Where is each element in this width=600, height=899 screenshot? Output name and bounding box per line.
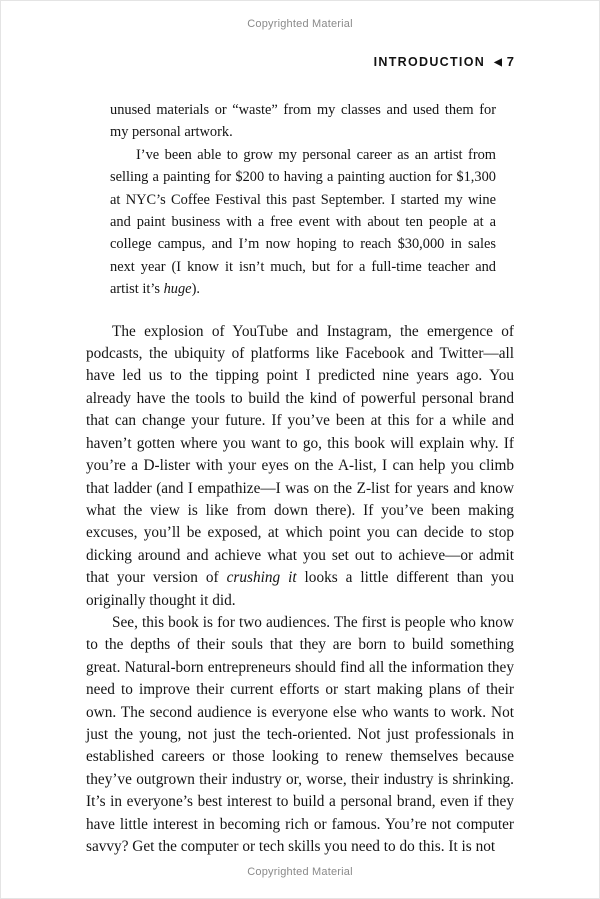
copyright-notice-top: Copyrighted Material (247, 18, 353, 30)
left-triangle-icon: ◀ (494, 57, 502, 68)
body-paragraph (86, 612, 514, 858)
running-header (86, 54, 514, 69)
text-segment: unused materials or “waste” from my classes and used them for my personal artwork. (110, 102, 496, 141)
italic-text-segment: crushing it (226, 569, 297, 587)
text-segment: See, this book is for two audiences. The first is people who know to the depths of their souls that they are born to build something great. Natural-born entrepreneurs should find all the information they need to improve their current efforts or start making plans of their own. The second audience is everyone else who wants to work. Not just the young, not just the tech-oriented. Not just professionals in established careers or those looking to renew themselves because they’ve outgrown their industry or, worse, their industry is shrinking. It’s in everyone’s best interest to build a personal brand, even if they have little interest in becoming rich or famous. You’re not computer savvy? Get the computer or tech skills you need to do this. It is not (86, 613, 514, 855)
text-segment: I’ve been able to grow my personal career as an artist from selling a painting for $200 to having a painting auction for $1,300 at NYC’s Coffee Festival this past September. I started my wine and paint business with a free event with about ten people at a college campus, and I’m now hoping to reach $30,000 in sales next year (I know it isn’t much, but for a full-time teacher and artist it’s (110, 146, 496, 298)
copyright-notice-bottom: Copyrighted Material (247, 866, 353, 878)
quote-paragraph (110, 99, 496, 144)
text-segment: looks a little different than you originally thought it did. (86, 569, 514, 609)
text-segment: The explosion of YouTube and Instagram, the emergence of podcasts, the ubiquity of platforms like Facebook and Twitter—all have led us to the tipping point I predicted nine years ago. You already have the tools to build the kind of powerful personal brand that can change your future. If you’ve been at this for a while and haven’t gotten where you want to go, this book will explain why. If you’re a D-lister with your eyes on the A-list, I can help you climb that ladder (and I empathize—I was on the Z-list for years and know what the view is like from down there). If you’ve been making excuses, you’ll be exposed, at which point you can decide to stop dicking around and achieve what you set out to achieve—or admit that your version of (86, 322, 514, 587)
page-number: 7 (506, 54, 514, 69)
text-segment: ). (191, 281, 200, 298)
chapter-title: INTRODUCTION (373, 55, 486, 69)
text-blocks (86, 99, 514, 858)
italic-text-segment: huge (163, 281, 192, 298)
body-paragraph (86, 321, 514, 612)
quote-paragraph (110, 144, 496, 301)
